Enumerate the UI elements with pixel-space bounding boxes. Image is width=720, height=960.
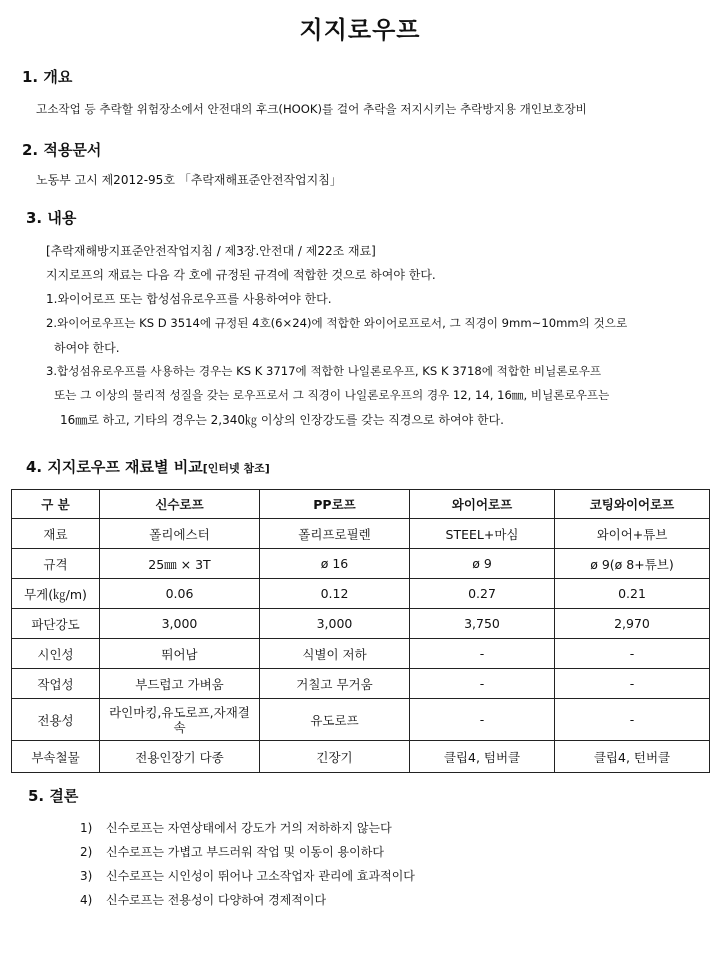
table-cell: 와이어+튜브 <box>555 519 710 549</box>
table-cell: ø 9(ø 8+튜브) <box>555 549 710 579</box>
section-4-heading-note: [인터넷 참조] <box>202 462 270 475</box>
table-cell: 0.21 <box>555 579 710 609</box>
table-cell: 파단강도 <box>12 609 100 639</box>
section-3-line: 지지로프의 재료는 다음 각 호에 규정된 규격에 적합한 것으로 하여야 한다. <box>46 268 436 282</box>
table-cell: 0.27 <box>410 579 555 609</box>
table-cell: 긴장기 <box>260 741 410 773</box>
table-header-cell: 신수로프 <box>100 490 260 519</box>
table-cell: 3,000 <box>260 609 410 639</box>
table-header-row <box>12 490 710 519</box>
section-3-line: 1.와이어로프 또는 합성섬유로우프를 사용하여야 한다. <box>46 292 332 306</box>
conclusion-list <box>80 820 415 916</box>
table-cell: - <box>410 699 555 741</box>
table-cell: 폴리프로필렌 <box>260 519 410 549</box>
list-item-number: 1) <box>80 821 93 835</box>
table-cell: 클립4, 텀버클 <box>410 741 555 773</box>
table-cell: 0.12 <box>260 579 410 609</box>
section-1-text: 고소작업 등 추락할 위험장소에서 안전대의 후크(HOOK)를 걸어 추락을 저지시키는 추락방지용 개인보호장비 <box>36 102 587 116</box>
list-item-text: 신수로프는 시인성이 뛰어나 고소작업자 관리에 효과적이다 <box>106 869 415 883</box>
list-item <box>80 892 415 916</box>
table-cell: 0.06 <box>100 579 260 609</box>
table-cell: 재료 <box>12 519 100 549</box>
section-3-line: 하여야 한다. <box>54 341 120 355</box>
table-header-cell: 코팅와이어로프 <box>555 490 710 519</box>
table-cell: 시인성 <box>12 639 100 669</box>
table-row <box>12 741 710 773</box>
table-row <box>12 549 710 579</box>
table-header-cell: 와이어로프 <box>410 490 555 519</box>
table-cell: 2,970 <box>555 609 710 639</box>
table-cell: - <box>555 639 710 669</box>
table-cell: 규격 <box>12 549 100 579</box>
list-item-number: 2) <box>80 845 93 859</box>
table-cell: 유도로프 <box>260 699 410 741</box>
list-item <box>80 820 415 844</box>
list-item-text: 신수로프는 가볍고 부드러워 작업 및 이동이 용이하다 <box>106 845 384 859</box>
table-row <box>12 669 710 699</box>
list-item-text: 신수로프는 자연상태에서 강도가 거의 저하하지 않는다 <box>106 821 392 835</box>
table-cell: 라인마킹,유도로프,자재결속 <box>100 699 260 741</box>
comparison-table <box>11 489 710 773</box>
section-3-line: [추락재해방지표준안전작업지침 / 제3장.안전대 / 제22조 재료] <box>46 244 376 258</box>
list-item <box>80 868 415 892</box>
table-header-cell: 구 분 <box>12 490 100 519</box>
table-cell: 3,000 <box>100 609 260 639</box>
table-row <box>12 699 710 741</box>
section-4-heading <box>26 456 270 477</box>
table-header-cell: PP로프 <box>260 490 410 519</box>
section-5-heading: 5. 결론 <box>28 787 79 805</box>
list-item-text: 신수로프는 전용성이 다양하여 경제적이다 <box>106 893 327 907</box>
table-cell: STEEL+마심 <box>410 519 555 549</box>
table-cell: 뛰어남 <box>100 639 260 669</box>
list-item-number: 3) <box>80 869 93 883</box>
table-cell: 부속철물 <box>12 741 100 773</box>
section-3-heading: 3. 내용 <box>26 209 77 227</box>
table-cell: 무게(㎏/m) <box>12 579 100 609</box>
table-cell: - <box>410 639 555 669</box>
table-cell: 25㎜ × 3T <box>100 549 260 579</box>
table-cell: ø 9 <box>410 549 555 579</box>
table-row <box>12 639 710 669</box>
table-cell: 부드럽고 가벼움 <box>100 669 260 699</box>
table-cell: - <box>555 699 710 741</box>
section-3-line: 3.합성섬유로우프를 사용하는 경우는 KS K 3717에 적합한 나일론로우프, KS K 3718에 적합한 비닐론로우프 <box>46 364 602 378</box>
table-cell: 전용인장기 다종 <box>100 741 260 773</box>
table-cell: 식별이 저하 <box>260 639 410 669</box>
section-2-heading: 2. 적용문서 <box>22 141 102 159</box>
table-cell: 작업성 <box>12 669 100 699</box>
table-cell: 거칠고 무거움 <box>260 669 410 699</box>
page-title: 지지로우프 <box>299 16 421 44</box>
table-cell: 3,750 <box>410 609 555 639</box>
section-3-line: 2.와이어로우프는 KS D 3514에 규정된 4호(6×24)에 적합한 와이어로프로서, 그 직경이 9mm~10mm의 것으로 <box>46 316 628 330</box>
section-3-line: 또는 그 이상의 물리적 성질을 갖는 로우프로서 그 직경이 나일론로우프의 경우 12, 14, 16㎜, 비닐론로우프는 <box>54 388 610 402</box>
list-item-number: 4) <box>80 893 93 907</box>
section-4-heading-text: 4. 지지로우프 재료별 비교 <box>26 458 203 476</box>
table-row <box>12 579 710 609</box>
table-cell: - <box>555 669 710 699</box>
table-row <box>12 609 710 639</box>
table-cell: 폴리에스터 <box>100 519 260 549</box>
table-row <box>12 519 710 549</box>
table-cell: ø 16 <box>260 549 410 579</box>
section-1-heading: 1. 개요 <box>22 68 73 86</box>
table-cell: 클립4, 턴버클 <box>555 741 710 773</box>
section-2-text: 노동부 고시 제2012-95호 「추락재해표준안전작업지침」 <box>36 173 342 187</box>
section-3-line: 16㎜로 하고, 기타의 경우는 2,340㎏ 이상의 인장강도를 갖는 직경으로 하여야 한다. <box>60 413 504 427</box>
list-item <box>80 844 415 868</box>
table-cell: 전용성 <box>12 699 100 741</box>
table-cell: - <box>410 669 555 699</box>
